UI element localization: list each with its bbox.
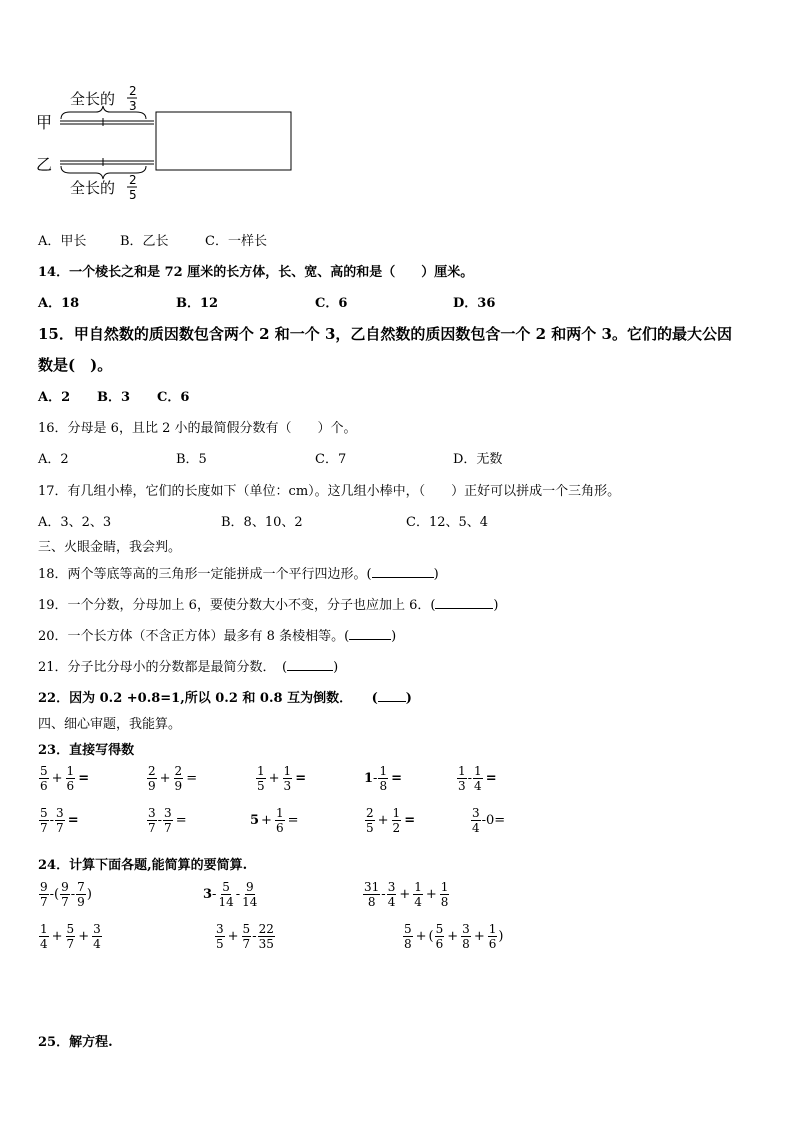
q24-expr-4: $\frac{1}{4}$ + $\frac{5}{7}$ + $\frac{3}{4}$ [40,922,101,951]
top-frac-num: 2 [129,84,137,98]
q13-option-c: C．一样长 [205,234,267,249]
q14-option-c: C．6 [315,296,348,311]
fraction: $\frac{1}{3}$ [458,764,466,793]
q16-option-a: A．2 [38,452,69,467]
fraction: $\frac{3}{5}$ [216,922,224,951]
q13-option-a: A．甲长 [38,234,87,249]
q20-answer-blank[interactable] [349,639,391,640]
fraction: $\frac{1}{4}$ [474,764,482,793]
fraction: $\frac{3}{7}$ [164,806,172,835]
fraction: $\frac{3}{8}$ [462,922,470,951]
q20-label: 20．一个长方体（不含正方体）最多有 8 条棱相等。( [38,629,350,644]
q15-line2: 数是( )。 [38,356,113,374]
section-3-heading: 三、火眼金睛，我会判。 [38,540,182,555]
q16-option-b: B．5 [176,452,207,467]
q21-label: 21．分子比分母小的分数都是最简分数． ( [38,660,288,675]
q17-option-a: A．3、2、3 [38,515,112,530]
fraction: $\frac{1}{5}$ [257,764,265,793]
q23-expr-6: $\frac{5}{7}$ - $\frac{3}{7}$ = [40,806,79,835]
q19-close: ) [493,598,499,613]
q18-text [38,563,439,582]
q16-option-d: D．无数 [453,452,503,467]
q18-answer-blank[interactable] [372,577,434,578]
q20-text [38,625,396,644]
fraction: $\frac{1}{2}$ [392,806,401,835]
fraction: $\frac{9}{14}$ [242,880,258,909]
q23-expr-4: 1 - $\frac{1}{8}$ = [364,764,402,793]
q13-option-b: B．乙长 [120,234,169,249]
fraction: $\frac{1}{6}$ [66,764,75,793]
fraction: $\frac{5}{7}$ [242,922,251,951]
q22-close: ) [405,691,412,706]
fraction: $\frac{5}{7}$ [40,806,48,835]
fraction: $\frac{1}{6}$ [275,806,284,835]
q22-text [38,687,412,706]
fraction: $\frac{7}{9}$ [77,880,85,909]
q24-heading: 24．计算下面各题,能简算的要简算. [38,858,248,873]
length-comparison-diagram [36,84,306,204]
fraction: $\frac{1}{8}$ [440,880,449,909]
fraction: $\frac{1}{3}$ [283,764,292,793]
q14-option-a: A．18 [38,296,80,311]
q14-option-b: B．12 [176,296,219,311]
q23-expr-7: $\frac{3}{7}$ - $\frac{3}{7}$ = [148,806,187,835]
fraction: $\frac{2}{9}$ [174,764,183,793]
q16-option-c: C．7 [315,452,347,467]
q24-expr-5: $\frac{3}{5}$ + $\frac{5}{7}$ - $\frac{22}{35}$ [216,922,274,951]
q22-label: 22．因为 0.2 +0.8=1,所以 0.2 和 0.8 互为倒数． ( [38,691,378,706]
fraction: $\frac{22}{35}$ [258,922,274,951]
jia-label: 甲 [36,113,53,132]
yi-label: 乙 [36,155,53,174]
q15-option-a: A．2 [38,390,71,405]
q19-answer-blank[interactable] [435,608,493,609]
fraction: $\frac{3}{7}$ [56,806,64,835]
top-annotation: 全长的 [70,90,116,108]
q14-option-d: D．36 [453,296,496,311]
q18-label: 18．两个等底等高的三角形一定能拼成一个平行四边形。( [38,567,372,582]
fraction: $\frac{5}{14}$ [218,880,234,909]
bottom-annotation: 全长的 [70,179,116,197]
fraction: $\frac{31}{8}$ [364,880,380,909]
bottom-frac-num: 2 [129,173,137,187]
q24-expr-1: $\frac{9}{7}$ - ( $\frac{9}{7}$ - $\frac{7}{9}$ ) [40,880,92,909]
q21-close: ) [333,660,339,675]
q15-line1: 15．甲自然数的质因数包含两个 2 和一个 3，乙自然数的质因数包含一个 2 和两个 3。它们的最大公因 [38,325,732,343]
q23-expr-8: 5 + $\frac{1}{6}$ = [250,806,299,835]
q21-answer-blank[interactable] [287,670,333,671]
fraction: $\frac{5}{7}$ [66,922,75,951]
fraction: $\frac{5}{6}$ [435,922,444,951]
box-rectangle [156,112,291,170]
fraction: $\frac{2}{5}$ [366,806,374,835]
fraction: $\frac{1}{4}$ [414,880,422,909]
q24-expr-2: 3 - $\frac{5}{14}$ - $\frac{9}{14}$ [203,880,258,909]
q15-option-c: C．6 [157,390,190,405]
top-frac-den: 3 [129,99,137,113]
q19-text [38,594,499,613]
q22-answer-blank[interactable] [378,701,406,702]
fraction: $\frac{3}{4}$ [387,880,396,909]
q21-text [38,656,338,675]
q25-heading: 25．解方程. [38,1035,113,1050]
fraction: $\frac{3}{4}$ [472,806,480,835]
q23-expr-3: $\frac{1}{5}$ + $\frac{1}{3}$ = [257,764,307,793]
fraction: $\frac{9}{7}$ [61,880,69,909]
q18-close: ) [433,567,439,582]
q23-expr-5: $\frac{1}{3}$ - $\frac{1}{4}$ = [458,764,497,793]
q20-close: ) [391,629,397,644]
fraction: $\frac{1}{6}$ [488,922,497,951]
fraction: $\frac{3}{4}$ [93,922,101,951]
fraction: $\frac{3}{7}$ [148,806,156,835]
fraction: $\frac{9}{7}$ [40,880,48,909]
fraction: $\frac{2}{9}$ [148,764,156,793]
q17-text: 17．有几组小棒，它们的长度如下（单位：cm）。这几组小棒中，（ ）正好可以拼成一个三角形。 [38,484,621,499]
q17-option-b: B．8、10、2 [221,515,303,530]
q24-expr-6: $\frac{5}{8}$ + ( $\frac{5}{6}$ + $\frac{3}{8}$ + $\frac{1}{6}$ ) [404,922,504,951]
q23-expr-2: $\frac{2}{9}$ + $\frac{2}{9}$ = [148,764,198,793]
q23-expr-9: $\frac{2}{5}$ + $\frac{1}{2}$ = [366,806,416,835]
q23-expr-1: $\frac{5}{6}$ + $\frac{1}{6}$ = [40,764,90,793]
q24-expr-3: $\frac{31}{8}$ - $\frac{3}{4}$ + $\frac{1}{4}$ + $\frac{1}{8}$ [364,880,449,909]
fraction: $\frac{5}{8}$ [404,922,412,951]
q23-expr-10: $\frac{3}{4}$ -0= [472,806,506,835]
q14-text: 14．一个棱长之和是 72 厘米的长方体，长、宽、高的和是（ ）厘米。 [38,265,474,280]
q23-heading: 23．直接写得数 [38,743,135,758]
q17-option-c: C．12、5、4 [406,515,489,530]
q16-text: 16．分母是 6，且比 2 小的最简假分数有（ ）个。 [38,421,357,436]
q15-option-b: B．3 [97,390,131,405]
bottom-frac-den: 5 [129,188,137,202]
fraction: $\frac{1}{8}$ [379,764,388,793]
fraction: $\frac{1}{4}$ [40,922,48,951]
fraction: $\frac{5}{6}$ [40,764,48,793]
section-4-heading: 四、细心审题，我能算。 [38,717,182,732]
q19-label: 19．一个分数，分母加上 6，要使分数大小不变，分子也应加上 6．( [38,598,436,613]
